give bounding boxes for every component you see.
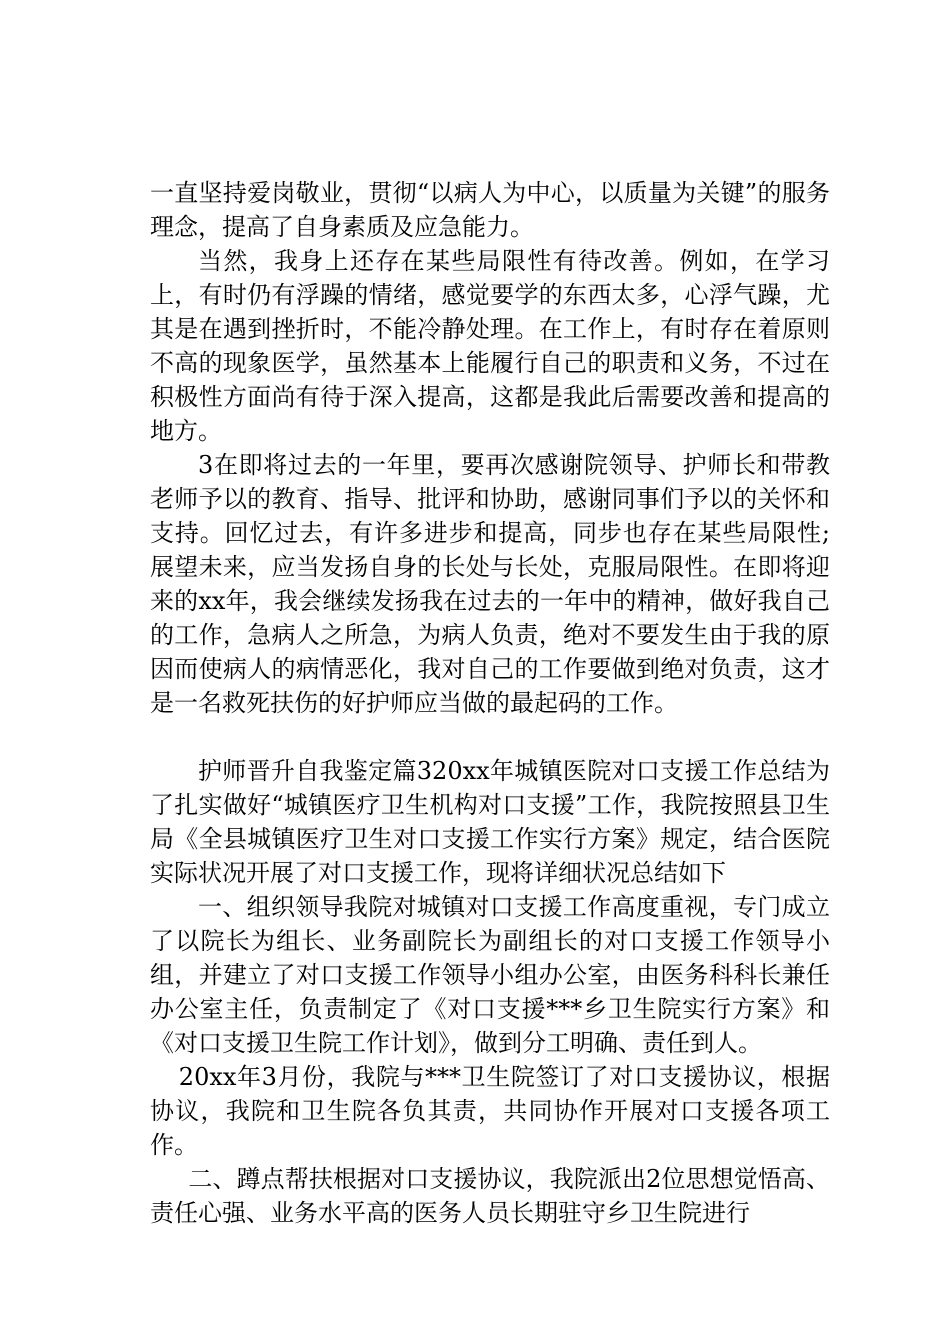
paragraph-5: 一、组织领导我院对城镇对口支援工作高度重视，专门成立了以院长为组长、业务副院长为副组长的对口支援工作领导小组，并建立了对口支援工作领导小组办公室，由医务科科长兼任办公室主任，负责制定了《对口支援***乡卫生院实行方案》和《对口支援卫生院工作计划》，做到分工明确、责任到人。 (150, 893, 830, 1057)
paragraph-7: 二、蹲点帮扶根据对口支援协议，我院派出2位思想觉悟高、责任心强、业务水平高的医务人员长期驻守乡卫生院进行 (150, 1165, 830, 1227)
document-body (150, 176, 830, 1230)
paragraph-4: 护师晋升自我鉴定篇320xx年城镇医院对口支援工作总结为了扎实做好“城镇医疗卫生机构对口支援”工作，我院按照县卫生局《全县城镇医疗卫生对口支援工作实行方案》规定，结合医院实际状况开展了对口支援工作，现将详细状况总结如下 (150, 757, 830, 887)
paragraph-1: 一直坚持爱岗敬业，贯彻“以病人为中心，以质量为关键”的服务理念，提高了自身素质及应急能力。 (150, 179, 830, 241)
paragraph-6: 20xx年3月份，我院与***卫生院签订了对口支援协议，根据协议，我院和卫生院各负其责，共同协作开展对口支援各项工作。 (150, 1063, 830, 1159)
paragraph-gap (150, 720, 830, 754)
paragraph-2: 当然，我身上还存在某些局限性有待改善。例如，在学习上，有时仍有浮躁的情绪，感觉要学的东西太多，心浮气躁，尤其是在遇到挫折时，不能冷静处理。在工作上，有时存在着原则不高的现象医学，虽然基本上能履行自己的职责和义务，不过在积极性方面尚有待于深入提高，这都是我此后需要改善和提高的地方。 (150, 247, 830, 445)
paragraph-3: 3在即将过去的一年里，要再次感谢院领导、护师长和带教老师予以的教育、指导、批评和协助，感谢同事们予以的关怀和支持。回忆过去，有许多进步和提高，同步也存在某些局限性;展望未来，应当发扬自身的长处与长处，克服局限性。在即将迎来的xx年，我会继续发扬我在过去的一年中的精神，做好我自己的工作，急病人之所急，为病人负责，绝对不要发生由于我的原因而使病人的病情恶化，我对自己的工作要做到绝对负责，这才是一名救死扶伤的好护师应当做的最起码的工作。 (150, 451, 830, 717)
